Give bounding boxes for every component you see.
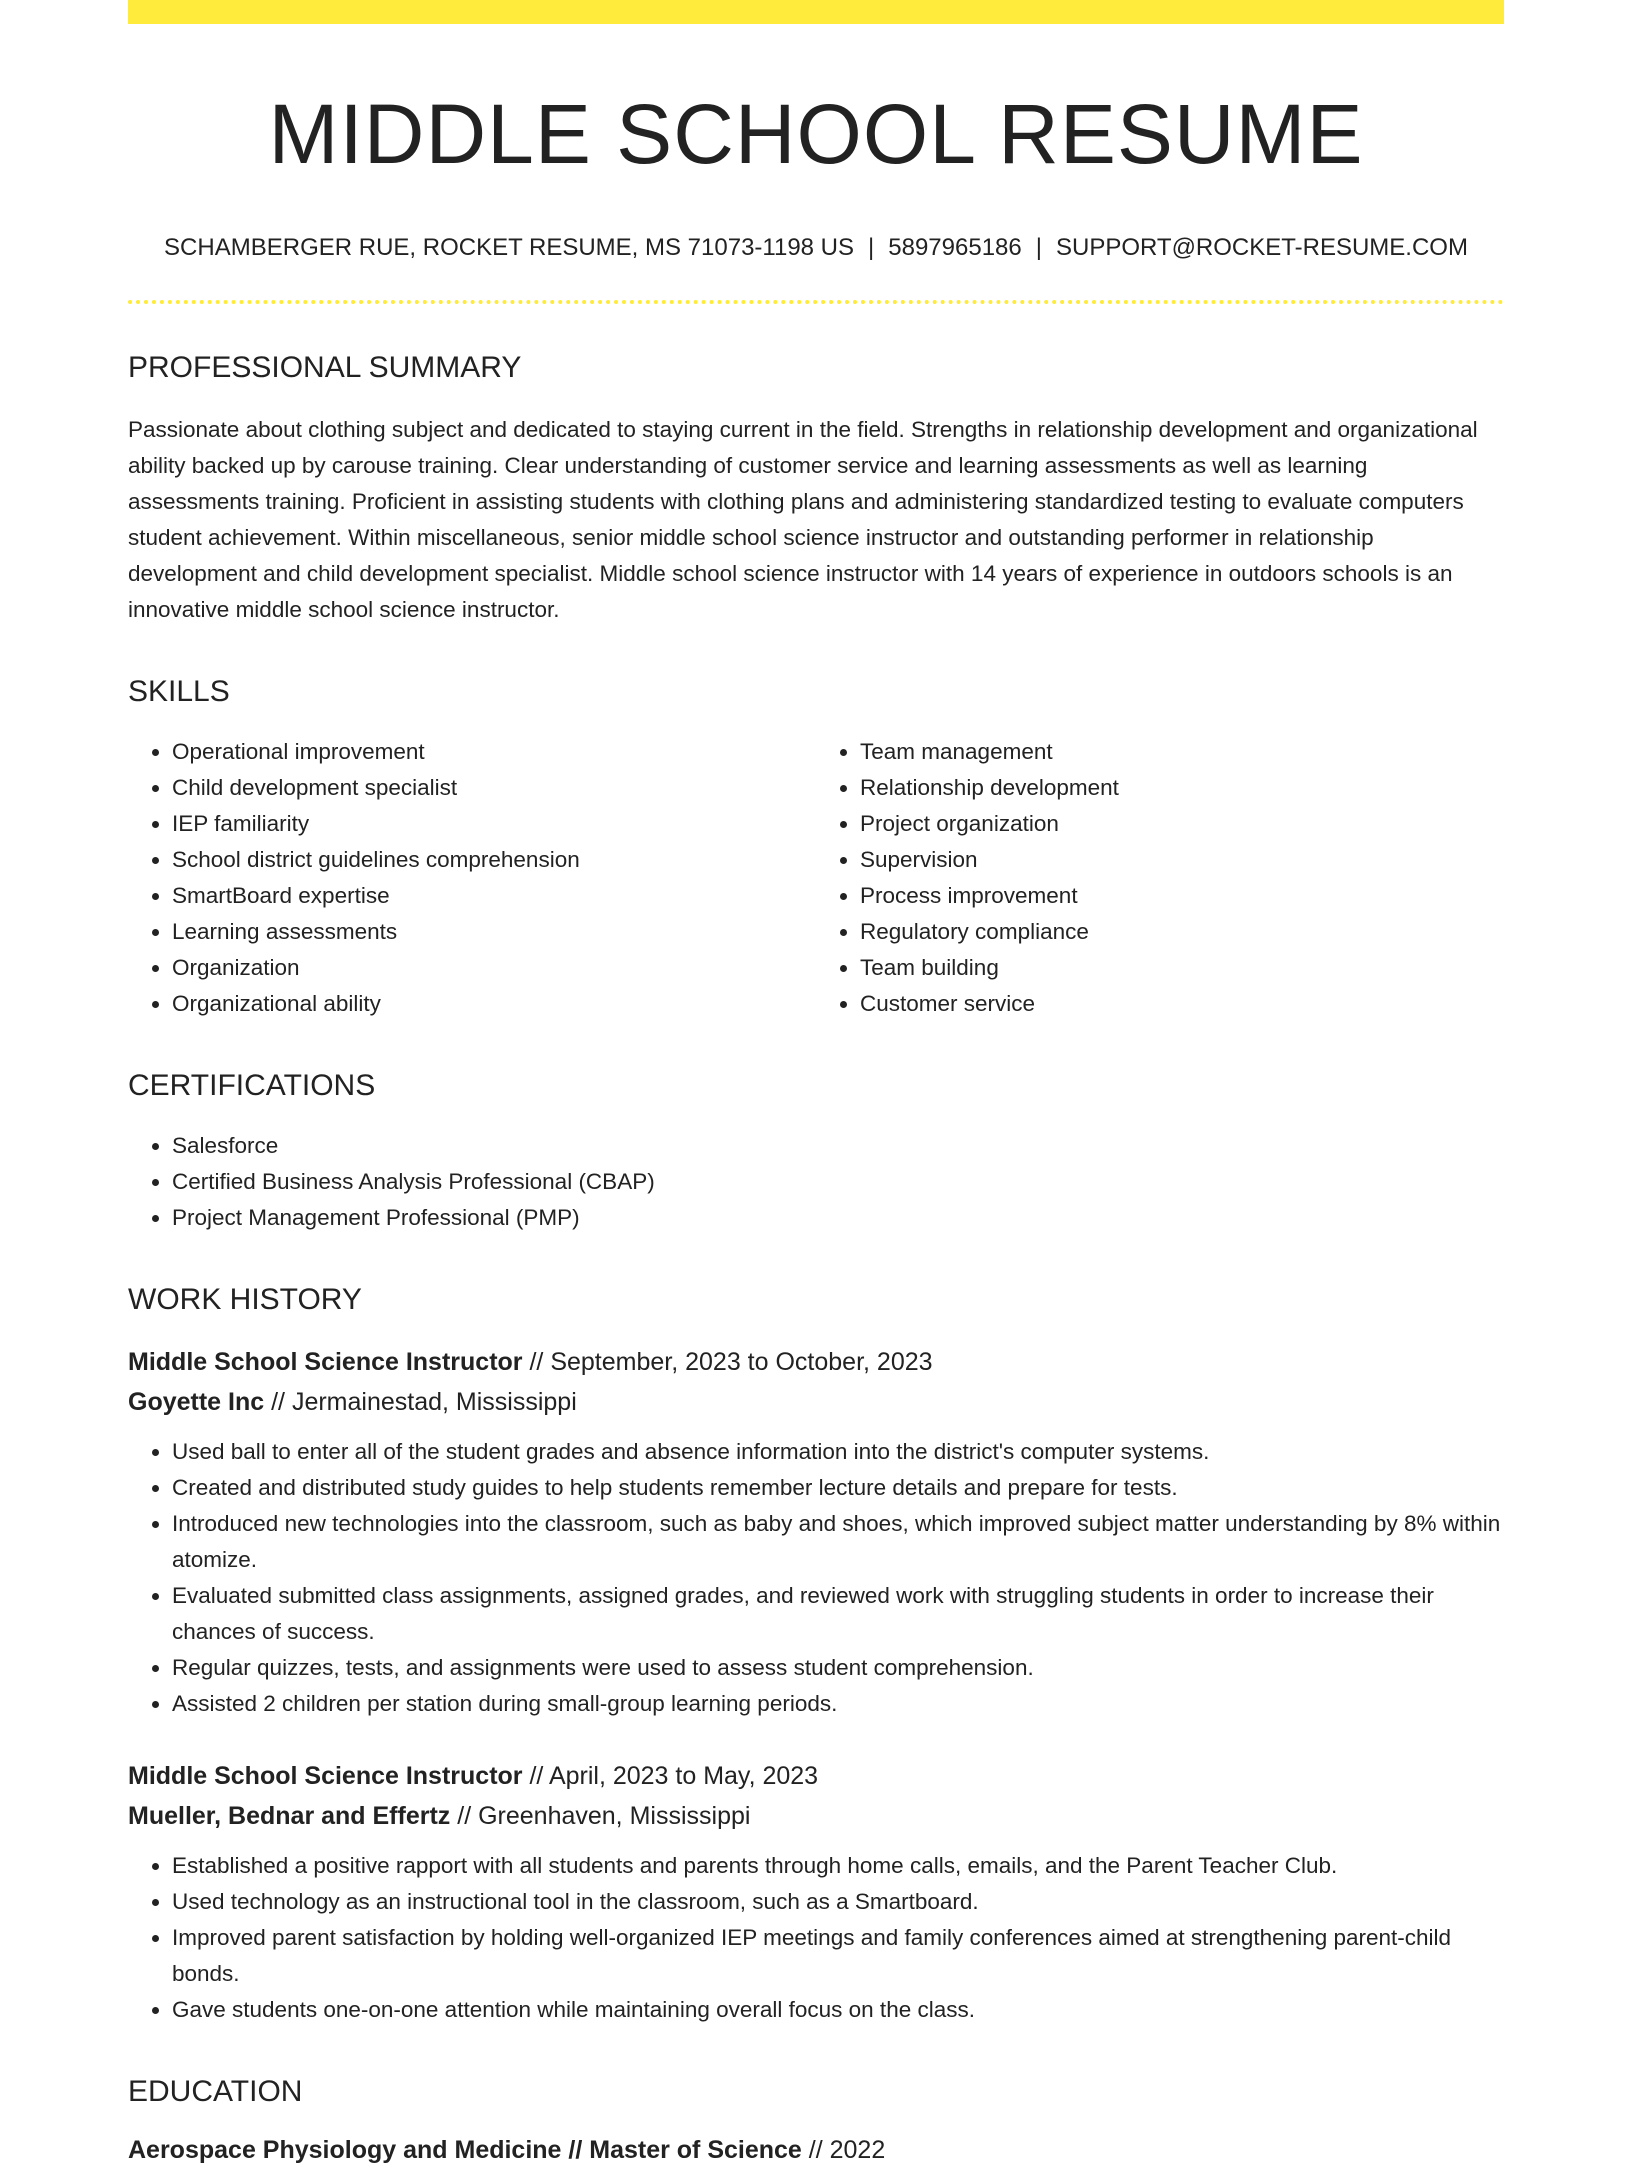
contact-line — [128, 234, 1504, 262]
resume-title: MIDDLE SCHOOL RESUME — [268, 87, 1364, 181]
education-line — [128, 2130, 1504, 2170]
job-location: // Greenhaven, Mississippi — [457, 1802, 751, 1830]
skill-item: • Team building — [860, 950, 1504, 986]
contact-separator: | — [1035, 234, 1042, 261]
skills-left-list — [128, 734, 816, 1022]
certification-item: • Salesforce — [172, 1128, 1504, 1164]
job-location: // Jermainestad, Mississippi — [271, 1388, 577, 1416]
job-dates: // April, 2023 to May, 2023 — [529, 1762, 819, 1790]
job-bullets — [128, 1848, 1504, 2028]
certification-item: • Certified Business Analysis Professional (CBAP) — [172, 1164, 1504, 1200]
education-degree: Aerospace Physiology and Medicine // Master of Science — [128, 2136, 802, 2164]
job-bullet: • Established a positive rapport with all students and parents through home calls, emails, and the Parent Teacher Club. — [172, 1848, 1504, 1884]
job-role: Middle School Science Instructor — [128, 1762, 523, 1790]
skill-item: • SmartBoard expertise — [172, 878, 816, 914]
contact-separator: | — [868, 234, 875, 261]
summary-heading: PROFESSIONAL SUMMARY — [128, 351, 522, 384]
skill-item: • Organizational ability — [172, 986, 816, 1022]
skill-item: • School district guidelines comprehension — [172, 842, 816, 878]
job-bullets — [128, 1434, 1504, 1722]
job-bullet: • Improved parent satisfaction by holding well-organized IEP meetings and family conferences aimed at strengthening parent-child bonds. — [172, 1920, 1504, 1992]
education-year: // 2022 — [808, 2136, 886, 2164]
skill-item: • IEP familiarity — [172, 806, 816, 842]
skill-item: • Learning assessments — [172, 914, 816, 950]
skill-item: • Team management — [860, 734, 1504, 770]
certifications-list — [128, 1128, 1504, 1236]
job-bullet: • Assisted 2 children per station during small-group learning periods. — [172, 1686, 1504, 1722]
skill-item: • Child development specialist — [172, 770, 816, 806]
job-bullet: • Used ball to enter all of the student grades and absence information into the district's computer systems. — [172, 1434, 1504, 1470]
skill-item: • Operational improvement — [172, 734, 816, 770]
skill-item: • Regulatory compliance — [860, 914, 1504, 950]
certifications-heading: CERTIFICATIONS — [128, 1069, 376, 1102]
job-entry — [128, 1756, 1504, 2028]
skills-right-list — [816, 734, 1504, 1022]
summary-text: Passionate about clothing subject and dedicated to staying current in the field. Strengths in relationship development and organizational ability backed up by carouse training. Clear understanding of customer service and learning assessments as well as learning assessments training. Proficient in assisting students with clothing plans and administering standardized testing to evaluate computers student achievement. Within miscellaneous, senior middle school science instructor and outstanding performer in relationship development and child development specialist. Middle school science instructor with 14 years of experience in outdoors schools is an innovative middle school science instructor. — [128, 417, 1478, 622]
skill-item: • Supervision — [860, 842, 1504, 878]
job-bullet: • Evaluated submitted class assignments, assigned grades, and reviewed work with struggling students in order to increase their chances of success. — [172, 1578, 1504, 1650]
work-history-heading: WORK HISTORY — [128, 1283, 362, 1316]
job-dates: // September, 2023 to October, 2023 — [529, 1348, 933, 1376]
skill-item: • Process improvement — [860, 878, 1504, 914]
top-accent-bar — [128, 0, 1504, 24]
contact-phone: 5897965186 — [888, 234, 1022, 261]
skill-item: • Organization — [172, 950, 816, 986]
contact-email[interactable]: SUPPORT@ROCKET-RESUME.COM — [1055, 234, 1468, 261]
job-bullet: • Regular quizzes, tests, and assignments were used to assess student comprehension. — [172, 1650, 1504, 1686]
skill-item: • Project organization — [860, 806, 1504, 842]
job-company-line — [128, 1796, 1504, 1836]
job-bullet: • Created and distributed study guides to help students remember lecture details and prepare for tests. — [172, 1470, 1504, 1506]
dotted-divider — [128, 300, 1504, 304]
contact-address: SCHAMBERGER RUE, ROCKET RESUME, MS 71073-1198 US — [164, 234, 855, 261]
job-entry — [128, 1342, 1504, 1722]
job-title-line — [128, 1342, 1504, 1382]
education-heading: EDUCATION — [128, 2075, 303, 2108]
resume-page — [128, 0, 1504, 2170]
skill-item: • Relationship development — [860, 770, 1504, 806]
skill-item: • Customer service — [860, 986, 1504, 1022]
job-title-line — [128, 1756, 1504, 1796]
job-role: Middle School Science Instructor — [128, 1348, 523, 1376]
job-bullet: • Gave students one-on-one attention while maintaining overall focus on the class. — [172, 1992, 1504, 2028]
skills-heading: SKILLS — [128, 675, 230, 708]
job-company-line — [128, 1382, 1504, 1422]
job-bullet: • Used technology as an instructional tool in the classroom, such as a Smartboard. — [172, 1884, 1504, 1920]
certification-item: • Project Management Professional (PMP) — [172, 1200, 1504, 1236]
skills-columns — [128, 734, 1504, 1022]
job-bullet: • Introduced new technologies into the classroom, such as baby and shoes, which improved subject matter understanding by 8% within atomize. — [172, 1506, 1504, 1578]
job-company: Mueller, Bednar and Effertz — [128, 1802, 451, 1830]
job-company: Goyette Inc — [128, 1388, 265, 1416]
